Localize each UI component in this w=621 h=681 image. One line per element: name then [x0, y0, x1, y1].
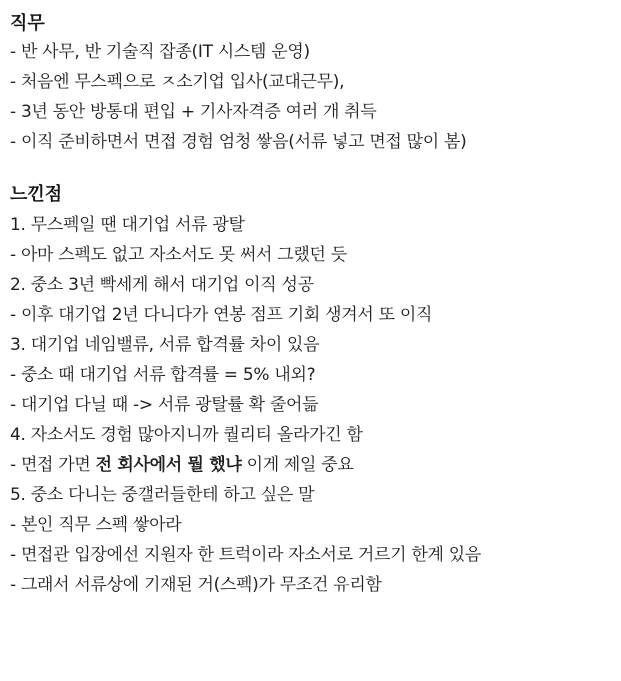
impression-line: - 면접관 입장에선 지원자 한 트럭이라 자소서로 거르기 한계 있음	[10, 545, 481, 565]
impression-line: - 대기업 다닐 때 -> 서류 광탈률 확 줄어듦	[10, 395, 319, 415]
job-line: - 처음엔 무스펙으로 ㅈ소기업 입사(교대근무),	[10, 72, 345, 92]
section-job	[10, 10, 615, 157]
emphasis-bold-text: 전 회사에서 뭘 했냐	[95, 455, 242, 475]
impression-line: - 이후 대기업 2년 다니다가 연봉 점프 기회 생겨서 또 이직	[10, 305, 433, 325]
section-impressions	[10, 181, 615, 600]
impression-line: 2. 중소 3년 빡세게 해서 대기업 이직 성공	[10, 275, 314, 295]
impression-line: 1. 무스펙일 땐 대기업 서류 광탈	[10, 215, 245, 235]
job-line: - 이직 준비하면서 면접 경험 엄청 쌓음(서류 넣고 면접 많이 봄)	[10, 132, 467, 152]
impression-line: - 그래서 서류상에 기재된 거(스펙)가 무조건 유리함	[10, 575, 382, 595]
job-line: - 반 사무, 반 기술직 잡종(IT 시스템 운영)	[10, 42, 310, 62]
section-heading-impressions: 느낀점	[10, 184, 63, 205]
impression-line-emphasis	[10, 450, 615, 480]
impression-line: 3. 대기업 네임밸류, 서류 합격률 차이 있음	[10, 335, 320, 355]
emphasis-after-text: 이게 제일 중요	[241, 455, 354, 475]
section-spacer	[10, 157, 615, 181]
section-heading-job: 직무	[10, 13, 45, 34]
job-line: - 3년 동안 방통대 편입 + 기사자격증 여러 개 취득	[10, 102, 377, 122]
impression-line: 4. 자소서도 경험 많아지니까 퀄리티 올라가긴 함	[10, 425, 363, 445]
post-body	[10, 10, 615, 600]
impression-line: - 본인 직무 스펙 쌓아라	[10, 515, 182, 535]
impression-line: - 아마 스펙도 없고 자소서도 못 써서 그랬던 듯	[10, 245, 347, 265]
impression-line: 5. 중소 다니는 중갤러들한테 하고 싶은 말	[10, 485, 315, 505]
impression-line: - 중소 때 대기업 서류 합격률 = 5% 내외?	[10, 365, 316, 385]
emphasis-before-text: - 면접 가면	[10, 455, 96, 475]
